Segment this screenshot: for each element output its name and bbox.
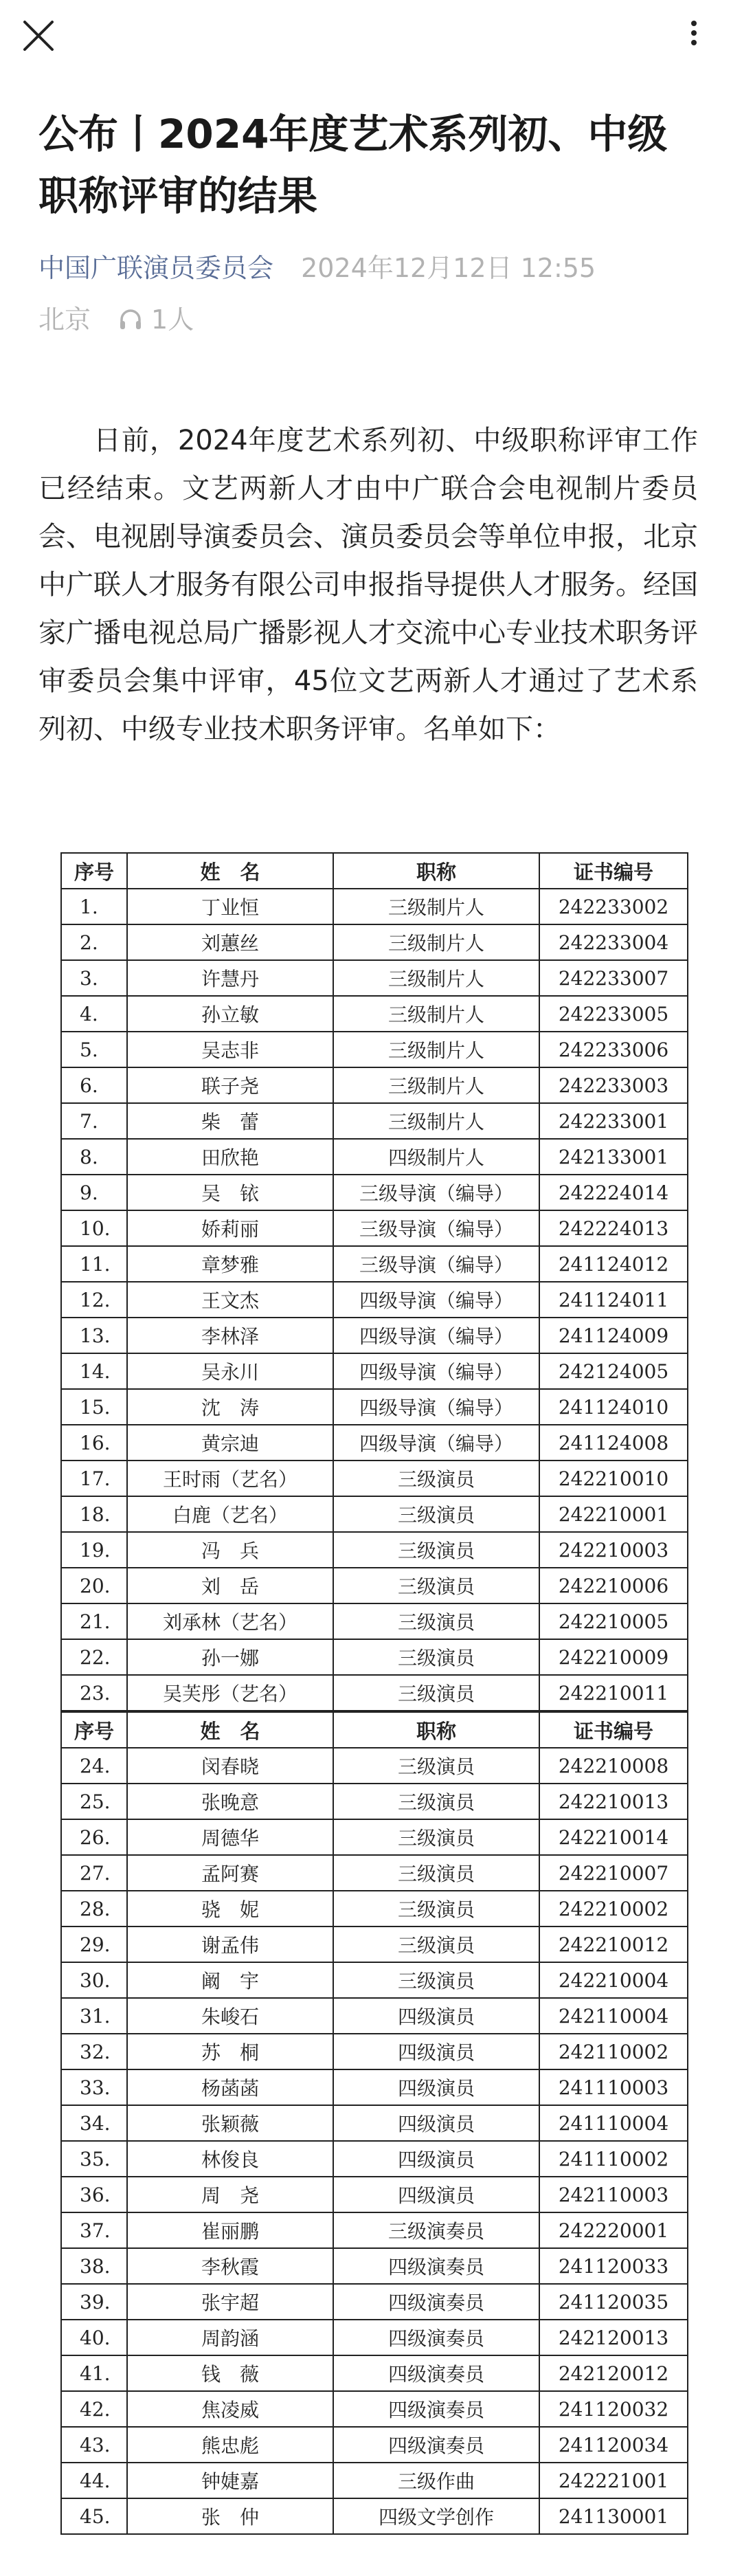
job-title: 四级演奏员 xyxy=(333,2320,539,2355)
row-index: 11. xyxy=(61,1246,127,1282)
row-index: 45. xyxy=(61,2498,127,2534)
job-title: 三级制片人 xyxy=(333,889,539,924)
person-name: 章梦雅 xyxy=(127,1246,333,1282)
table-row xyxy=(61,2248,688,2284)
certificate-number: 242233002 xyxy=(539,889,688,924)
row-index: 19. xyxy=(61,1532,127,1568)
table-row xyxy=(61,1998,688,2034)
job-title: 三级演员 xyxy=(333,1496,539,1532)
person-name: 王时雨（艺名） xyxy=(127,1461,333,1496)
row-index: 29. xyxy=(61,1927,127,1962)
header-title: 职称 xyxy=(333,1712,539,1748)
certificate-number: 241130001 xyxy=(539,2498,688,2534)
header-certificate: 证书编号 xyxy=(539,1712,688,1748)
certificate-number: 242133001 xyxy=(539,1139,688,1175)
job-title: 四级演员 xyxy=(333,2105,539,2141)
job-title: 三级演员 xyxy=(333,1962,539,1998)
person-name: 联子尧 xyxy=(127,1067,333,1103)
person-name: 黄宗迪 xyxy=(127,1425,333,1461)
row-index: 44. xyxy=(61,2463,127,2498)
table-row xyxy=(61,960,688,996)
table-row xyxy=(61,1603,688,1639)
table-row xyxy=(61,1389,688,1425)
job-title: 四级文学创作 xyxy=(333,2498,539,2534)
row-index: 34. xyxy=(61,2105,127,2141)
job-title: 四级演奏员 xyxy=(333,2391,539,2427)
certificate-number: 242224013 xyxy=(539,1210,688,1246)
row-index: 32. xyxy=(61,2034,127,2069)
person-name: 熊忠彪 xyxy=(127,2427,333,2463)
job-title: 三级制片人 xyxy=(333,1067,539,1103)
job-title: 四级演员 xyxy=(333,1998,539,2034)
table-row xyxy=(61,2212,688,2248)
row-index: 38. xyxy=(61,2248,127,2284)
job-title: 三级演员 xyxy=(333,1603,539,1639)
certificate-number: 241110004 xyxy=(539,2105,688,2141)
row-index: 40. xyxy=(61,2320,127,2355)
certificate-number: 242233007 xyxy=(539,960,688,996)
table-row xyxy=(61,1962,688,1998)
person-name: 白鹿（艺名） xyxy=(127,1496,333,1532)
header-index: 序号 xyxy=(61,853,127,889)
job-title: 四级演员 xyxy=(333,2034,539,2069)
job-title: 三级演员 xyxy=(333,1461,539,1496)
certificate-number: 241120035 xyxy=(539,2284,688,2320)
certificate-number: 242210008 xyxy=(539,1748,688,1784)
table-row xyxy=(61,2034,688,2069)
location-text: 北京 xyxy=(38,304,91,335)
certificate-number: 242110003 xyxy=(539,2177,688,2212)
row-index: 26. xyxy=(61,1819,127,1855)
certificate-number: 241124009 xyxy=(539,1318,688,1353)
row-index: 43. xyxy=(61,2427,127,2463)
job-title: 三级演员 xyxy=(333,1927,539,1962)
job-title: 四级演奏员 xyxy=(333,2427,539,2463)
person-name: 吴 铱 xyxy=(127,1175,333,1210)
person-name: 焦凌威 xyxy=(127,2391,333,2427)
person-name: 谢孟伟 xyxy=(127,1927,333,1962)
table-row xyxy=(61,1032,688,1067)
person-name: 孙立敏 xyxy=(127,996,333,1032)
person-name: 阚 宇 xyxy=(127,1962,333,1998)
person-name: 周韵涵 xyxy=(127,2320,333,2355)
listen-count xyxy=(118,299,194,340)
results-table-part1 xyxy=(60,852,687,1711)
job-title: 三级导演（编导） xyxy=(333,1210,539,1246)
certificate-number: 242210009 xyxy=(539,1639,688,1675)
job-title: 三级演员 xyxy=(333,1639,539,1675)
certificate-number: 242233001 xyxy=(539,1103,688,1139)
person-name: 柴 蕾 xyxy=(127,1103,333,1139)
job-title: 三级作曲 xyxy=(333,2463,539,2498)
table-row xyxy=(61,2284,688,2320)
certificate-number: 242210014 xyxy=(539,1819,688,1855)
person-name: 沈 涛 xyxy=(127,1389,333,1425)
article-paragraph: 日前，2024年度艺术系列初、中级职称评审工作已经结束。文艺两新人才由中广联合会电视制片委员会、电视剧导演委员会、演员委员会等单位申报，北京中广联人才服务有限公司申报指导提供人才服务。经国家广播电视总局广播影视人才交流中心专业技术职务评审委员会集中评审，45位文艺两新人才通过了艺术系列初、中级专业技术职务评审。名单如下： xyxy=(38,425,698,745)
person-name: 张宇超 xyxy=(127,2284,333,2320)
table-row xyxy=(61,2141,688,2177)
row-index: 41. xyxy=(61,2355,127,2391)
table-row xyxy=(61,2069,688,2105)
table-header-row xyxy=(61,853,688,889)
row-index: 31. xyxy=(61,1998,127,2034)
person-name: 孙一娜 xyxy=(127,1639,333,1675)
row-index: 21. xyxy=(61,1603,127,1639)
table-row xyxy=(61,1282,688,1318)
table-row xyxy=(61,1855,688,1891)
person-name: 娇莉丽 xyxy=(127,1210,333,1246)
results-table-part2 xyxy=(60,1711,687,2535)
certificate-number: 242210013 xyxy=(539,1784,688,1819)
row-index: 24. xyxy=(61,1748,127,1784)
certificate-number: 241124011 xyxy=(539,1282,688,1318)
row-index: 39. xyxy=(61,2284,127,2320)
certificate-number: 242210002 xyxy=(539,1891,688,1927)
person-name: 刘 岳 xyxy=(127,1568,333,1603)
certificate-number: 241124008 xyxy=(539,1425,688,1461)
person-name: 李秋霞 xyxy=(127,2248,333,2284)
job-title: 三级演员 xyxy=(333,1675,539,1711)
table-row xyxy=(61,1748,688,1784)
row-index: 2. xyxy=(61,924,127,960)
table-row xyxy=(61,1532,688,1568)
person-name: 吴芙彤（艺名） xyxy=(127,1675,333,1711)
header-name: 姓 名 xyxy=(127,853,333,889)
person-name: 崔丽鹏 xyxy=(127,2212,333,2248)
row-index: 28. xyxy=(61,1891,127,1927)
row-index: 37. xyxy=(61,2212,127,2248)
row-index: 18. xyxy=(61,1496,127,1532)
table-row xyxy=(61,1353,688,1389)
job-title: 三级演员 xyxy=(333,1891,539,1927)
person-name: 刘蕙丝 xyxy=(127,924,333,960)
table-row xyxy=(61,1318,688,1353)
person-name: 张 仲 xyxy=(127,2498,333,2534)
job-title: 三级导演（编导） xyxy=(333,1246,539,1282)
certificate-number: 242233006 xyxy=(539,1032,688,1067)
certificate-number: 242233003 xyxy=(539,1067,688,1103)
table-row xyxy=(61,996,688,1032)
row-index: 6. xyxy=(61,1067,127,1103)
table-row xyxy=(61,1639,688,1675)
certificate-number: 242210012 xyxy=(539,1927,688,1962)
row-index: 1. xyxy=(61,889,127,924)
table-row xyxy=(61,2177,688,2212)
row-index: 36. xyxy=(61,2177,127,2212)
certificate-number: 242210007 xyxy=(539,1855,688,1891)
certificate-number: 242210003 xyxy=(539,1532,688,1568)
table-row xyxy=(61,1210,688,1246)
job-title: 四级演奏员 xyxy=(333,2284,539,2320)
table-row xyxy=(61,889,688,924)
table-header-row xyxy=(61,1712,688,1748)
person-name: 张颖薇 xyxy=(127,2105,333,2141)
table-row xyxy=(61,1675,688,1711)
certificate-number: 242210010 xyxy=(539,1461,688,1496)
job-title: 四级导演（编导） xyxy=(333,1389,539,1425)
row-index: 22. xyxy=(61,1639,127,1675)
table-row xyxy=(61,1067,688,1103)
job-title: 三级制片人 xyxy=(333,1032,539,1067)
job-title: 三级制片人 xyxy=(333,1103,539,1139)
table-row xyxy=(61,2498,688,2534)
certificate-number: 242110004 xyxy=(539,1998,688,2034)
close-icon[interactable] xyxy=(19,16,58,55)
person-name: 田欣艳 xyxy=(127,1139,333,1175)
person-name: 钟婕嘉 xyxy=(127,2463,333,2498)
row-index: 7. xyxy=(61,1103,127,1139)
certificate-number: 241124012 xyxy=(539,1246,688,1282)
header-certificate: 证书编号 xyxy=(539,853,688,889)
job-title: 三级演员 xyxy=(333,1819,539,1855)
certificate-number: 242110002 xyxy=(539,2034,688,2069)
row-index: 25. xyxy=(61,1784,127,1819)
certificate-number: 241124010 xyxy=(539,1389,688,1425)
job-title: 四级演奏员 xyxy=(333,2355,539,2391)
job-title: 三级制片人 xyxy=(333,996,539,1032)
job-title: 四级导演（编导） xyxy=(333,1318,539,1353)
table-row xyxy=(61,2355,688,2391)
person-name: 吴永川 xyxy=(127,1353,333,1389)
person-name: 丁业恒 xyxy=(127,889,333,924)
table-row xyxy=(61,1891,688,1927)
job-title: 四级导演（编导） xyxy=(333,1282,539,1318)
certificate-number: 242210004 xyxy=(539,1962,688,1998)
account-name-link[interactable]: 中国广联演员委员会 xyxy=(38,253,274,283)
person-name: 周德华 xyxy=(127,1819,333,1855)
row-index: 20. xyxy=(61,1568,127,1603)
row-index: 5. xyxy=(61,1032,127,1067)
person-name: 吴志非 xyxy=(127,1032,333,1067)
job-title: 三级演员 xyxy=(333,1532,539,1568)
job-title: 四级导演（编导） xyxy=(333,1425,539,1461)
person-name: 冯 兵 xyxy=(127,1532,333,1568)
header-index: 序号 xyxy=(61,1712,127,1748)
certificate-number: 242210006 xyxy=(539,1568,688,1603)
certificate-number: 241120034 xyxy=(539,2427,688,2463)
row-index: 42. xyxy=(61,2391,127,2427)
certificate-number: 242210005 xyxy=(539,1603,688,1639)
table-row xyxy=(61,1139,688,1175)
certificate-number: 242120012 xyxy=(539,2355,688,2391)
row-index: 10. xyxy=(61,1210,127,1246)
table-row xyxy=(61,1784,688,1819)
person-name: 朱峻石 xyxy=(127,1998,333,2034)
job-title: 四级制片人 xyxy=(333,1139,539,1175)
top-bar xyxy=(0,0,731,66)
more-icon[interactable] xyxy=(680,19,708,47)
certificate-number: 242224014 xyxy=(539,1175,688,1210)
person-name: 骁 妮 xyxy=(127,1891,333,1927)
row-index: 9. xyxy=(61,1175,127,1210)
row-index: 33. xyxy=(61,2069,127,2105)
certificate-number: 242233004 xyxy=(539,924,688,960)
person-name: 苏 桐 xyxy=(127,2034,333,2069)
person-name: 周 尧 xyxy=(127,2177,333,2212)
job-title: 四级演奏员 xyxy=(333,2248,539,2284)
publish-date: 2024年12月12日 12:55 xyxy=(301,253,596,283)
table-row xyxy=(61,2320,688,2355)
certificate-number: 242210001 xyxy=(539,1496,688,1532)
job-title: 三级演奏员 xyxy=(333,2212,539,2248)
person-name: 李林泽 xyxy=(127,1318,333,1353)
table-row xyxy=(61,2463,688,2498)
table-row xyxy=(61,1246,688,1282)
certificate-number: 241120032 xyxy=(539,2391,688,2427)
certificate-number: 241110002 xyxy=(539,2141,688,2177)
certificate-number: 242220001 xyxy=(539,2212,688,2248)
row-index: 8. xyxy=(61,1139,127,1175)
row-index: 15. xyxy=(61,1389,127,1425)
row-index: 14. xyxy=(61,1353,127,1389)
header-title: 职称 xyxy=(333,853,539,889)
table-row xyxy=(61,1103,688,1139)
table-row xyxy=(61,924,688,960)
person-name: 闵春晓 xyxy=(127,1748,333,1784)
job-title: 三级演员 xyxy=(333,1855,539,1891)
row-index: 27. xyxy=(61,1855,127,1891)
row-index: 4. xyxy=(61,996,127,1032)
job-title: 三级演员 xyxy=(333,1568,539,1603)
table-row xyxy=(61,1461,688,1496)
job-title: 三级制片人 xyxy=(333,924,539,960)
job-title: 三级演员 xyxy=(333,1748,539,1784)
certificate-number: 242210011 xyxy=(539,1675,688,1711)
certificate-number: 242221001 xyxy=(539,2463,688,2498)
headphones-icon xyxy=(118,307,143,332)
job-title: 三级演员 xyxy=(333,1784,539,1819)
row-index: 12. xyxy=(61,1282,127,1318)
table-row xyxy=(61,1819,688,1855)
row-index: 23. xyxy=(61,1675,127,1711)
certificate-number: 241120033 xyxy=(539,2248,688,2284)
row-index: 3. xyxy=(61,960,127,996)
table-row xyxy=(61,1927,688,1962)
job-title: 三级导演（编导） xyxy=(333,1175,539,1210)
table-row xyxy=(61,2105,688,2141)
job-title: 三级制片人 xyxy=(333,960,539,996)
person-name: 孟阿赛 xyxy=(127,1855,333,1891)
job-title: 四级演员 xyxy=(333,2141,539,2177)
row-index: 30. xyxy=(61,1962,127,1998)
certificate-number: 241110003 xyxy=(539,2069,688,2105)
certificate-number: 242120013 xyxy=(539,2320,688,2355)
article-meta-secondary xyxy=(38,299,194,340)
certificate-number: 242233005 xyxy=(539,996,688,1032)
person-name: 刘承林（艺名） xyxy=(127,1603,333,1639)
person-name: 林俊良 xyxy=(127,2141,333,2177)
person-name: 张晚意 xyxy=(127,1784,333,1819)
table-row xyxy=(61,1568,688,1603)
person-name: 杨菡菡 xyxy=(127,2069,333,2105)
row-index: 13. xyxy=(61,1318,127,1353)
person-name: 王文杰 xyxy=(127,1282,333,1318)
listen-count-text: 1人 xyxy=(151,304,194,335)
table-row xyxy=(61,1175,688,1210)
table-row xyxy=(61,1425,688,1461)
article-title: 公布丨2024年度艺术系列初、中级职称评审的结果 xyxy=(38,111,668,219)
table-row xyxy=(61,2391,688,2427)
job-title: 四级演员 xyxy=(333,2177,539,2212)
certificate-number: 242124005 xyxy=(539,1353,688,1389)
row-index: 17. xyxy=(61,1461,127,1496)
job-title: 四级演员 xyxy=(333,2069,539,2105)
row-index: 16. xyxy=(61,1425,127,1461)
row-index: 35. xyxy=(61,2141,127,2177)
job-title: 四级导演（编导） xyxy=(333,1353,539,1389)
person-name: 许慧丹 xyxy=(127,960,333,996)
table-row xyxy=(61,2427,688,2463)
article-meta xyxy=(38,247,596,289)
table-row xyxy=(61,1496,688,1532)
header-name: 姓 名 xyxy=(127,1712,333,1748)
person-name: 钱 薇 xyxy=(127,2355,333,2391)
